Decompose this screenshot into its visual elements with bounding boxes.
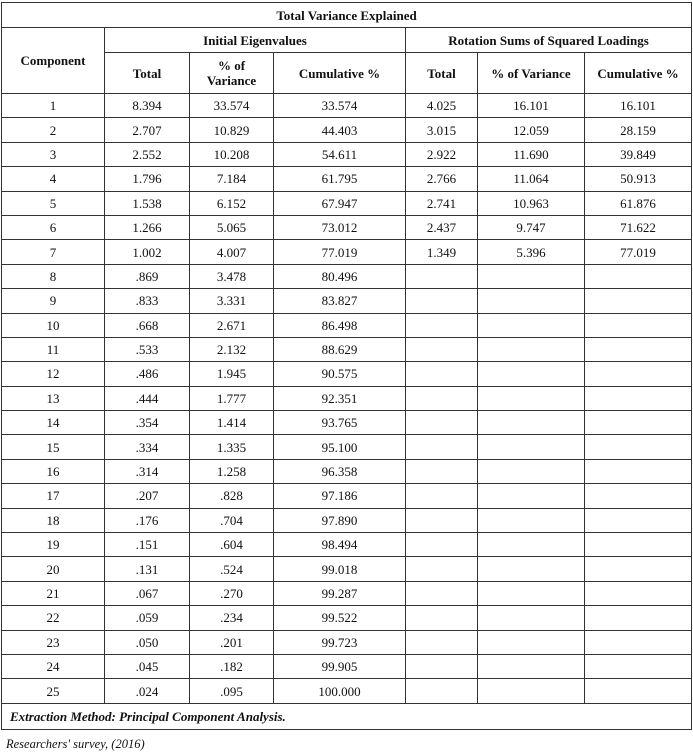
initial-cumulative-cell: 99.287 bbox=[274, 581, 406, 605]
rotation-pct-cell bbox=[478, 654, 585, 678]
rotation-total-cell bbox=[406, 533, 478, 557]
initial-total-cell: .024 bbox=[105, 679, 190, 703]
table-row bbox=[2, 337, 692, 361]
rotation-cumulative-cell: 71.622 bbox=[585, 215, 692, 239]
initial-pct-cell: 1.945 bbox=[190, 362, 274, 386]
component-cell: 7 bbox=[2, 240, 105, 264]
table-row bbox=[2, 313, 692, 337]
table-row bbox=[2, 142, 692, 166]
rotation-pct-cell: 11.064 bbox=[478, 167, 585, 191]
table-row bbox=[2, 581, 692, 605]
rotation-total-cell bbox=[406, 313, 478, 337]
table-body bbox=[2, 94, 692, 704]
rotation-total-cell: 4.025 bbox=[406, 94, 478, 118]
initial-total-cell: .314 bbox=[105, 459, 190, 483]
component-cell: 6 bbox=[2, 215, 105, 239]
initial-cumulative-cell: 92.351 bbox=[274, 386, 406, 410]
rotation-total-cell bbox=[406, 459, 478, 483]
initial-pct-cell: 5.065 bbox=[190, 215, 274, 239]
rotation-cumulative-cell bbox=[585, 581, 692, 605]
rotation-cumulative-cell bbox=[585, 654, 692, 678]
initial-cumulative-cell: 98.494 bbox=[274, 533, 406, 557]
initial-pct-cell: .270 bbox=[190, 581, 274, 605]
rotation-pct-cell bbox=[478, 411, 585, 435]
table-row bbox=[2, 264, 692, 288]
rotation-pct-cell: 16.101 bbox=[478, 94, 585, 118]
table-row bbox=[2, 386, 692, 410]
initial-eigenvalues-header: Initial Eigenvalues bbox=[105, 28, 406, 53]
initial-total-cell: .176 bbox=[105, 508, 190, 532]
initial-pct-cell: 2.671 bbox=[190, 313, 274, 337]
rotation-total-cell bbox=[406, 289, 478, 313]
table-row bbox=[2, 679, 692, 703]
rotation-total-cell bbox=[406, 411, 478, 435]
rotation-cumulative-header: Cumulative % bbox=[585, 53, 692, 94]
table-row bbox=[2, 362, 692, 386]
initial-pct-cell: .201 bbox=[190, 630, 274, 654]
rotation-pct-cell bbox=[478, 508, 585, 532]
rotation-cumulative-cell bbox=[585, 533, 692, 557]
rotation-cumulative-cell bbox=[585, 264, 692, 288]
component-cell: 1 bbox=[2, 94, 105, 118]
component-cell: 8 bbox=[2, 264, 105, 288]
initial-pct-cell: 1.414 bbox=[190, 411, 274, 435]
rotation-cumulative-cell: 77.019 bbox=[585, 240, 692, 264]
initial-pct-cell: 7.184 bbox=[190, 167, 274, 191]
initial-total-cell: .050 bbox=[105, 630, 190, 654]
initial-total-cell: .067 bbox=[105, 581, 190, 605]
rotation-total-cell: 3.015 bbox=[406, 118, 478, 142]
table-row bbox=[2, 557, 692, 581]
initial-pct-cell: 10.829 bbox=[190, 118, 274, 142]
component-cell: 25 bbox=[2, 679, 105, 703]
table-row bbox=[2, 215, 692, 239]
rotation-cumulative-cell bbox=[585, 606, 692, 630]
rotation-pct-cell: 12.059 bbox=[478, 118, 585, 142]
initial-cumulative-cell: 67.947 bbox=[274, 191, 406, 215]
rotation-total-cell bbox=[406, 362, 478, 386]
rotation-cumulative-cell bbox=[585, 679, 692, 703]
rotation-cumulative-cell bbox=[585, 313, 692, 337]
rotation-pct-cell bbox=[478, 557, 585, 581]
initial-total-cell: .059 bbox=[105, 606, 190, 630]
rotation-pct-cell bbox=[478, 630, 585, 654]
initial-pct-cell: .095 bbox=[190, 679, 274, 703]
table-row bbox=[2, 484, 692, 508]
initial-total-cell: .833 bbox=[105, 289, 190, 313]
rotation-pct-cell: 9.747 bbox=[478, 215, 585, 239]
rotation-cumulative-cell: 16.101 bbox=[585, 94, 692, 118]
variance-table bbox=[1, 2, 692, 730]
table-row bbox=[2, 94, 692, 118]
initial-cumulative-cell: 83.827 bbox=[274, 289, 406, 313]
rotation-pct-cell bbox=[478, 313, 585, 337]
initial-cumulative-cell: 88.629 bbox=[274, 337, 406, 361]
rotation-cumulative-cell bbox=[585, 508, 692, 532]
rotation-pct-cell bbox=[478, 435, 585, 459]
initial-total-cell: 8.394 bbox=[105, 94, 190, 118]
component-header: Component bbox=[2, 28, 105, 94]
rotation-pct-cell bbox=[478, 289, 585, 313]
rotation-cumulative-cell bbox=[585, 289, 692, 313]
initial-total-cell: .444 bbox=[105, 386, 190, 410]
initial-pct-cell: 1.335 bbox=[190, 435, 274, 459]
rotation-cumulative-cell bbox=[585, 386, 692, 410]
initial-pct-cell: .182 bbox=[190, 654, 274, 678]
rotation-total-cell bbox=[406, 581, 478, 605]
rotation-cumulative-cell: 50.913 bbox=[585, 167, 692, 191]
initial-cumulative-cell: 80.496 bbox=[274, 264, 406, 288]
table-row bbox=[2, 533, 692, 557]
component-cell: 2 bbox=[2, 118, 105, 142]
initial-total-cell: 2.707 bbox=[105, 118, 190, 142]
initial-total-cell: .668 bbox=[105, 313, 190, 337]
table-row bbox=[2, 606, 692, 630]
initial-cumulative-header: Cumulative % bbox=[274, 53, 406, 94]
component-cell: 14 bbox=[2, 411, 105, 435]
rotation-total-cell: 2.741 bbox=[406, 191, 478, 215]
rotation-pct-cell bbox=[478, 484, 585, 508]
rotation-pct-cell bbox=[478, 459, 585, 483]
initial-pct-header: % of Variance bbox=[190, 53, 274, 94]
table-row bbox=[2, 240, 692, 264]
rotation-pct-cell bbox=[478, 581, 585, 605]
initial-cumulative-cell: 93.765 bbox=[274, 411, 406, 435]
table-row bbox=[2, 459, 692, 483]
initial-cumulative-cell: 97.186 bbox=[274, 484, 406, 508]
initial-pct-cell: 3.331 bbox=[190, 289, 274, 313]
initial-total-cell: 1.266 bbox=[105, 215, 190, 239]
rotation-total-cell bbox=[406, 606, 478, 630]
initial-cumulative-cell: 97.890 bbox=[274, 508, 406, 532]
component-cell: 18 bbox=[2, 508, 105, 532]
component-cell: 17 bbox=[2, 484, 105, 508]
initial-cumulative-cell: 99.905 bbox=[274, 654, 406, 678]
table-row bbox=[2, 435, 692, 459]
initial-total-cell: .045 bbox=[105, 654, 190, 678]
rotation-pct-cell bbox=[478, 386, 585, 410]
initial-pct-cell: .524 bbox=[190, 557, 274, 581]
initial-cumulative-cell: 33.574 bbox=[274, 94, 406, 118]
initial-cumulative-cell: 86.498 bbox=[274, 313, 406, 337]
initial-total-cell: .869 bbox=[105, 264, 190, 288]
rotation-sums-header: Rotation Sums of Squared Loadings bbox=[406, 28, 692, 53]
rotation-total-cell bbox=[406, 508, 478, 532]
initial-total-cell: .486 bbox=[105, 362, 190, 386]
component-cell: 15 bbox=[2, 435, 105, 459]
component-cell: 9 bbox=[2, 289, 105, 313]
initial-pct-cell: .828 bbox=[190, 484, 274, 508]
initial-cumulative-cell: 73.012 bbox=[274, 215, 406, 239]
rotation-cumulative-cell bbox=[585, 411, 692, 435]
rotation-total-header: Total bbox=[406, 53, 478, 94]
initial-cumulative-cell: 100.000 bbox=[274, 679, 406, 703]
initial-total-cell: 1.002 bbox=[105, 240, 190, 264]
component-cell: 5 bbox=[2, 191, 105, 215]
initial-pct-cell: 1.258 bbox=[190, 459, 274, 483]
table-row bbox=[2, 289, 692, 313]
rotation-cumulative-cell: 28.159 bbox=[585, 118, 692, 142]
component-cell: 16 bbox=[2, 459, 105, 483]
initial-pct-cell: .704 bbox=[190, 508, 274, 532]
table-row bbox=[2, 654, 692, 678]
table-row bbox=[2, 191, 692, 215]
rotation-pct-cell: 11.690 bbox=[478, 142, 585, 166]
rotation-total-cell bbox=[406, 386, 478, 410]
rotation-total-cell bbox=[406, 679, 478, 703]
component-cell: 3 bbox=[2, 142, 105, 166]
rotation-total-cell: 2.922 bbox=[406, 142, 478, 166]
initial-total-cell: 1.796 bbox=[105, 167, 190, 191]
initial-pct-cell: 6.152 bbox=[190, 191, 274, 215]
component-cell: 11 bbox=[2, 337, 105, 361]
initial-pct-cell: 33.574 bbox=[190, 94, 274, 118]
rotation-total-cell bbox=[406, 654, 478, 678]
rotation-pct-cell bbox=[478, 679, 585, 703]
rotation-pct-header: % of Variance bbox=[478, 53, 585, 94]
component-cell: 12 bbox=[2, 362, 105, 386]
initial-cumulative-cell: 61.795 bbox=[274, 167, 406, 191]
initial-total-cell: .151 bbox=[105, 533, 190, 557]
rotation-total-cell bbox=[406, 264, 478, 288]
initial-cumulative-cell: 44.403 bbox=[274, 118, 406, 142]
initial-pct-cell: 1.777 bbox=[190, 386, 274, 410]
rotation-total-cell bbox=[406, 557, 478, 581]
rotation-total-cell bbox=[406, 484, 478, 508]
initial-pct-cell: .234 bbox=[190, 606, 274, 630]
component-cell: 13 bbox=[2, 386, 105, 410]
initial-cumulative-cell: 95.100 bbox=[274, 435, 406, 459]
component-cell: 23 bbox=[2, 630, 105, 654]
initial-cumulative-cell: 96.358 bbox=[274, 459, 406, 483]
rotation-pct-cell: 10.963 bbox=[478, 191, 585, 215]
rotation-total-cell bbox=[406, 337, 478, 361]
rotation-cumulative-cell bbox=[585, 484, 692, 508]
rotation-total-cell bbox=[406, 435, 478, 459]
component-cell: 21 bbox=[2, 581, 105, 605]
rotation-cumulative-cell bbox=[585, 435, 692, 459]
initial-total-cell: .334 bbox=[105, 435, 190, 459]
initial-cumulative-cell: 90.575 bbox=[274, 362, 406, 386]
table-row bbox=[2, 118, 692, 142]
component-cell: 4 bbox=[2, 167, 105, 191]
table-title: Total Variance Explained bbox=[2, 3, 692, 28]
initial-total-cell: .354 bbox=[105, 411, 190, 435]
component-cell: 10 bbox=[2, 313, 105, 337]
rotation-total-cell: 2.766 bbox=[406, 167, 478, 191]
rotation-cumulative-cell bbox=[585, 557, 692, 581]
initial-pct-cell: 10.208 bbox=[190, 142, 274, 166]
rotation-cumulative-cell bbox=[585, 459, 692, 483]
rotation-total-cell bbox=[406, 630, 478, 654]
rotation-total-cell: 1.349 bbox=[406, 240, 478, 264]
rotation-pct-cell bbox=[478, 264, 585, 288]
initial-pct-cell: .604 bbox=[190, 533, 274, 557]
component-cell: 22 bbox=[2, 606, 105, 630]
rotation-cumulative-cell bbox=[585, 337, 692, 361]
initial-cumulative-cell: 77.019 bbox=[274, 240, 406, 264]
component-cell: 20 bbox=[2, 557, 105, 581]
initial-total-header: Total bbox=[105, 53, 190, 94]
rotation-pct-cell: 5.396 bbox=[478, 240, 585, 264]
rotation-cumulative-cell: 39.849 bbox=[585, 142, 692, 166]
initial-cumulative-cell: 99.018 bbox=[274, 557, 406, 581]
rotation-pct-cell bbox=[478, 606, 585, 630]
initial-pct-cell: 3.478 bbox=[190, 264, 274, 288]
rotation-cumulative-cell bbox=[585, 362, 692, 386]
table-row bbox=[2, 508, 692, 532]
initial-cumulative-cell: 99.522 bbox=[274, 606, 406, 630]
component-cell: 19 bbox=[2, 533, 105, 557]
source-note: Researchers' survey, (2016) bbox=[6, 737, 145, 751]
rotation-cumulative-cell bbox=[585, 630, 692, 654]
initial-total-cell: .533 bbox=[105, 337, 190, 361]
component-cell: 24 bbox=[2, 654, 105, 678]
initial-total-cell: 2.552 bbox=[105, 142, 190, 166]
table-row bbox=[2, 630, 692, 654]
rotation-cumulative-cell: 61.876 bbox=[585, 191, 692, 215]
table-row bbox=[2, 411, 692, 435]
table-row bbox=[2, 167, 692, 191]
rotation-pct-cell bbox=[478, 362, 585, 386]
extraction-footnote: Extraction Method: Principal Component Analysis. bbox=[2, 703, 692, 729]
rotation-pct-cell bbox=[478, 337, 585, 361]
initial-total-cell: 1.538 bbox=[105, 191, 190, 215]
initial-pct-cell: 4.007 bbox=[190, 240, 274, 264]
initial-cumulative-cell: 99.723 bbox=[274, 630, 406, 654]
rotation-total-cell: 2.437 bbox=[406, 215, 478, 239]
initial-pct-cell: 2.132 bbox=[190, 337, 274, 361]
initial-cumulative-cell: 54.611 bbox=[274, 142, 406, 166]
initial-total-cell: .207 bbox=[105, 484, 190, 508]
initial-total-cell: .131 bbox=[105, 557, 190, 581]
rotation-pct-cell bbox=[478, 533, 585, 557]
